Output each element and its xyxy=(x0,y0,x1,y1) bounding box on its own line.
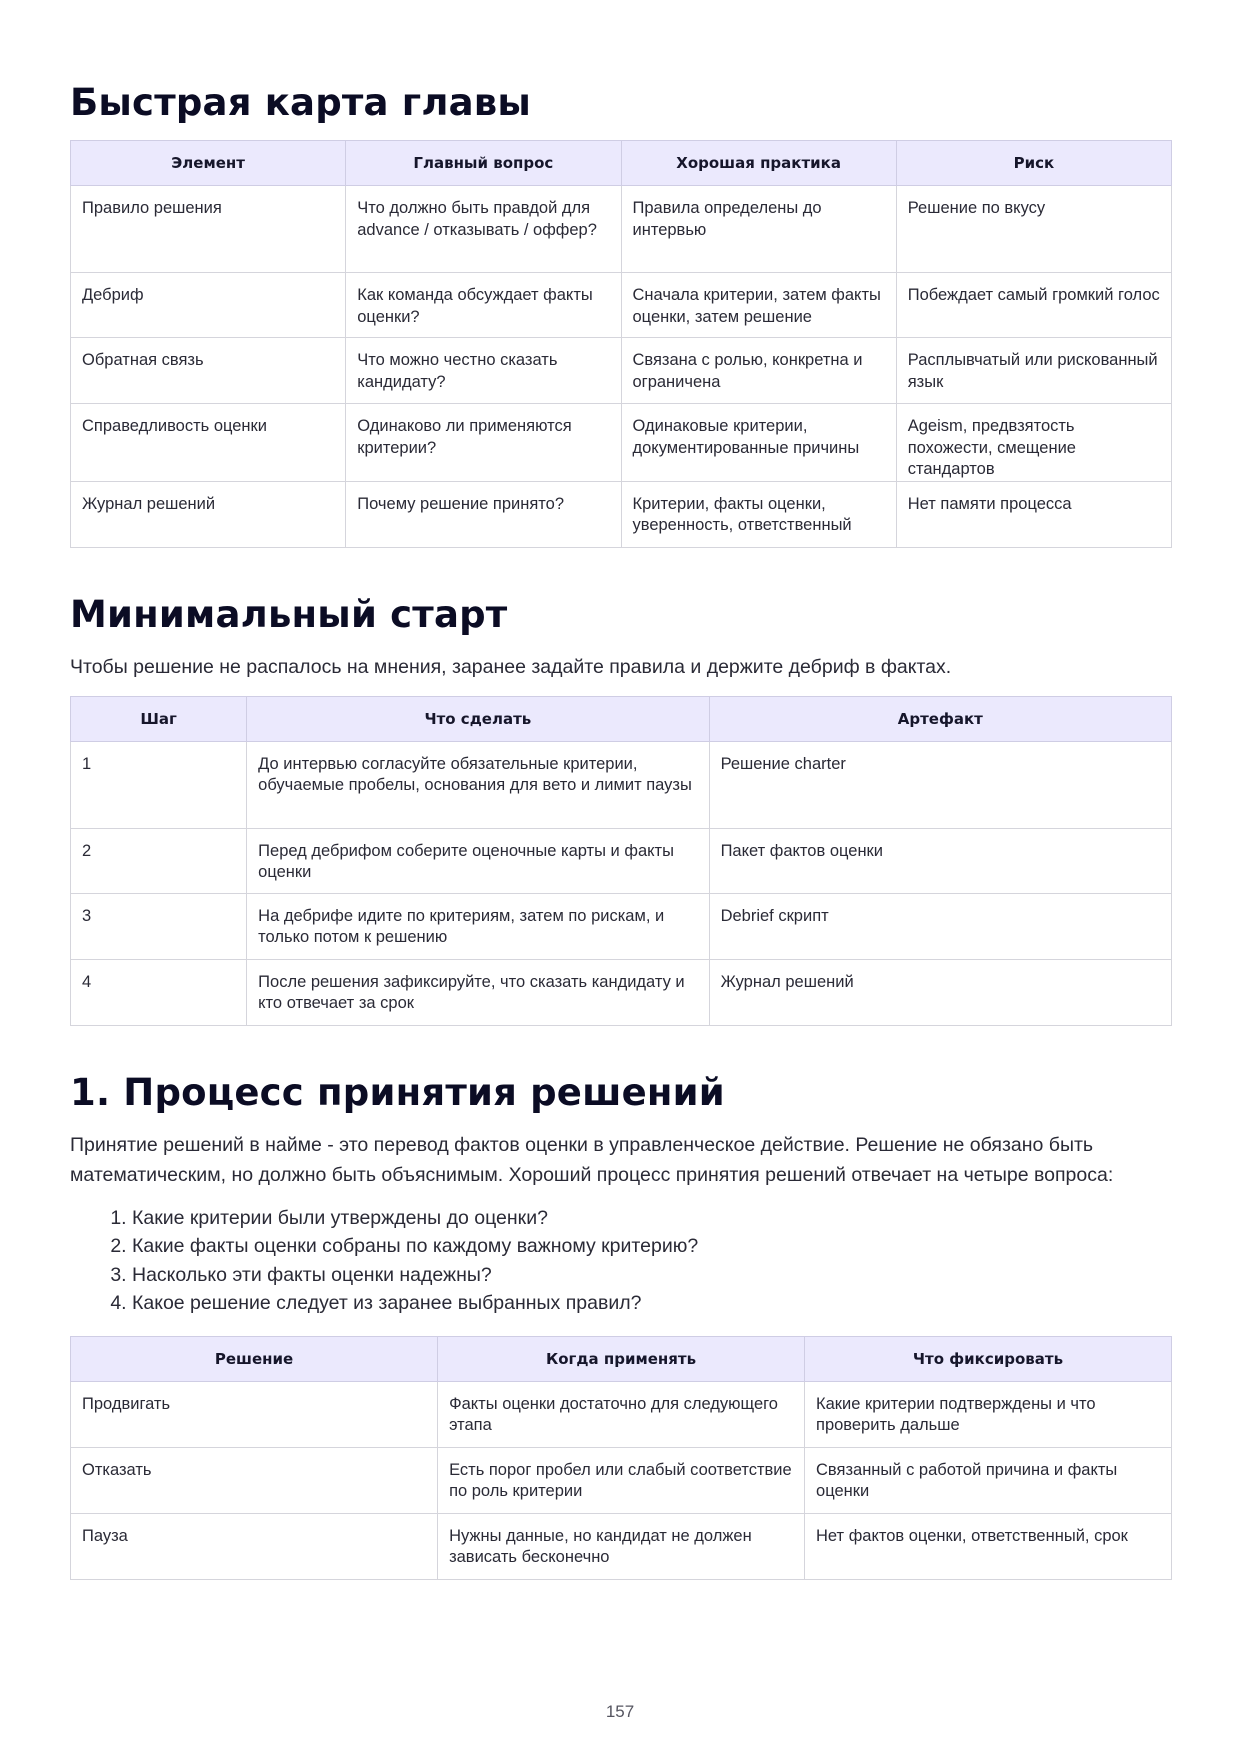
table-cell: Отказать xyxy=(71,1447,438,1513)
column-header: Артефакт xyxy=(709,696,1171,741)
table-cell: Решение по вкусу xyxy=(896,186,1171,273)
table-cell: Есть порог пробел или слабый соответствие по роль критерии xyxy=(438,1447,805,1513)
table-cell: Как команда обсуждает факты оценки? xyxy=(346,273,621,338)
table-cell: Журнал решений xyxy=(709,959,1171,1025)
column-header: Когда применять xyxy=(438,1336,805,1381)
table-cell: 4 xyxy=(71,959,247,1025)
table-row xyxy=(71,338,1172,404)
table-header-row xyxy=(71,141,1172,186)
column-header: Риск xyxy=(896,141,1171,186)
table-cell: Связанный с работой причина и факты оценки xyxy=(805,1447,1172,1513)
table-cell: Решение charter xyxy=(709,741,1171,828)
questions-list xyxy=(70,1204,1172,1318)
column-header: Что фиксировать xyxy=(805,1336,1172,1381)
table-cell: Нет фактов оценки, ответственный, срок xyxy=(805,1513,1172,1579)
list-item: 4. Какое решение следует из заранее выбранных правил? xyxy=(132,1289,1172,1318)
list-item: 1. Какие критерии были утверждены до оценки? xyxy=(132,1204,1172,1233)
table-cell: Ageism, предвзятость похожести, смещение стандартов xyxy=(896,404,1171,482)
table-cell: Дебриф xyxy=(71,273,346,338)
table-cell: Одинаковые критерии, документированные причины xyxy=(621,404,896,482)
table-row xyxy=(71,1381,1172,1447)
table-cell: Debrief скрипт xyxy=(709,893,1171,959)
table-cell: Правило решения xyxy=(71,186,346,273)
column-header: Элемент xyxy=(71,141,346,186)
page-number: 157 xyxy=(605,1702,635,1721)
table-row xyxy=(71,893,1172,959)
table-cell: Справедливость оценки xyxy=(71,404,346,482)
table-cell: Что должно быть правдой для advance / отказывать / оффер? xyxy=(346,186,621,273)
table-cell: Обратная связь xyxy=(71,338,346,404)
list-item: 2. Какие факты оценки собраны по каждому важному критерию? xyxy=(132,1232,1172,1261)
table-cell: 2 xyxy=(71,828,247,893)
column-header: Что сделать xyxy=(247,696,709,741)
table-cell: Почему решение принято? xyxy=(346,481,621,547)
table-row xyxy=(71,481,1172,547)
table-row xyxy=(71,404,1172,482)
table-cell: Побеждает самый громкий голос xyxy=(896,273,1171,338)
column-header: Решение xyxy=(71,1336,438,1381)
table-row xyxy=(71,959,1172,1025)
table-cell: Правила определены до интервью xyxy=(621,186,896,273)
decision-table xyxy=(70,1336,1172,1580)
table-cell: Что можно честно сказать кандидату? xyxy=(346,338,621,404)
table-row xyxy=(71,186,1172,273)
table-cell: Сначала критерии, затем факты оценки, затем решение xyxy=(621,273,896,338)
table-header-row xyxy=(71,1336,1172,1381)
table-cell: Пакет фактов оценки xyxy=(709,828,1171,893)
table-cell: На дебрифе идите по критериям, затем по рискам, и только потом к решению xyxy=(247,893,709,959)
table-cell: Журнал решений xyxy=(71,481,346,547)
table-cell: Нужны данные, но кандидат не должен зависать бесконечно xyxy=(438,1513,805,1579)
table-cell: Критерии, факты оценки, уверенность, ответственный xyxy=(621,481,896,547)
table-row xyxy=(71,1447,1172,1513)
table-cell: Нет памяти процесса xyxy=(896,481,1171,547)
table-cell: 3 xyxy=(71,893,247,959)
section-heading-quick-map: Быстрая карта главы xyxy=(70,81,532,124)
table-cell: Пауза xyxy=(71,1513,438,1579)
table-cell: До интервью согласуйте обязательные критерии, обучаемые пробелы, основания для вето и лимит паузы xyxy=(247,741,709,828)
section-intro: Принятие решений в найме - это перевод фактов оценки в управленческое действие. Решение не обязано быть математическим, но должно быть объяснимым. Хороший процесс принятия решений отвечает на четыре вопроса: xyxy=(70,1133,1114,1186)
table-cell: 1 xyxy=(71,741,247,828)
column-header: Шаг xyxy=(71,696,247,741)
table-row xyxy=(71,1513,1172,1579)
table-cell: Одинаково ли применяются критерии? xyxy=(346,404,621,482)
table-row xyxy=(71,741,1172,828)
minimal-start-table xyxy=(70,696,1172,1026)
quick-map-table xyxy=(70,140,1172,548)
table-cell: Продвигать xyxy=(71,1381,438,1447)
document-page xyxy=(70,70,1172,1580)
list-item: 3. Насколько эти факты оценки надежны? xyxy=(132,1261,1172,1290)
section-heading-decision-process: 1. Процесс принятия решений xyxy=(70,1070,725,1114)
table-row xyxy=(71,273,1172,338)
table-cell: Какие критерии подтверждены и что проверить дальше xyxy=(805,1381,1172,1447)
table-row xyxy=(71,828,1172,893)
table-cell: Связана с ролью, конкретна и ограничена xyxy=(621,338,896,404)
table-cell: Перед дебрифом соберите оценочные карты и факты оценки xyxy=(247,828,709,893)
section-heading-minimal-start: Минимальный старт xyxy=(70,592,508,636)
section-intro: Чтобы решение не распалось на мнения, заранее задайте правила и держите дебриф в фактах. xyxy=(70,655,952,678)
column-header: Главный вопрос xyxy=(346,141,621,186)
table-cell: После решения зафиксируйте, что сказать кандидату и кто отвечает за срок xyxy=(247,959,709,1025)
table-cell: Факты оценки достаточно для следующего этапа xyxy=(438,1381,805,1447)
table-cell: Расплывчатый или рискованный язык xyxy=(896,338,1171,404)
table-header-row xyxy=(71,696,1172,741)
column-header: Хорошая практика xyxy=(621,141,896,186)
